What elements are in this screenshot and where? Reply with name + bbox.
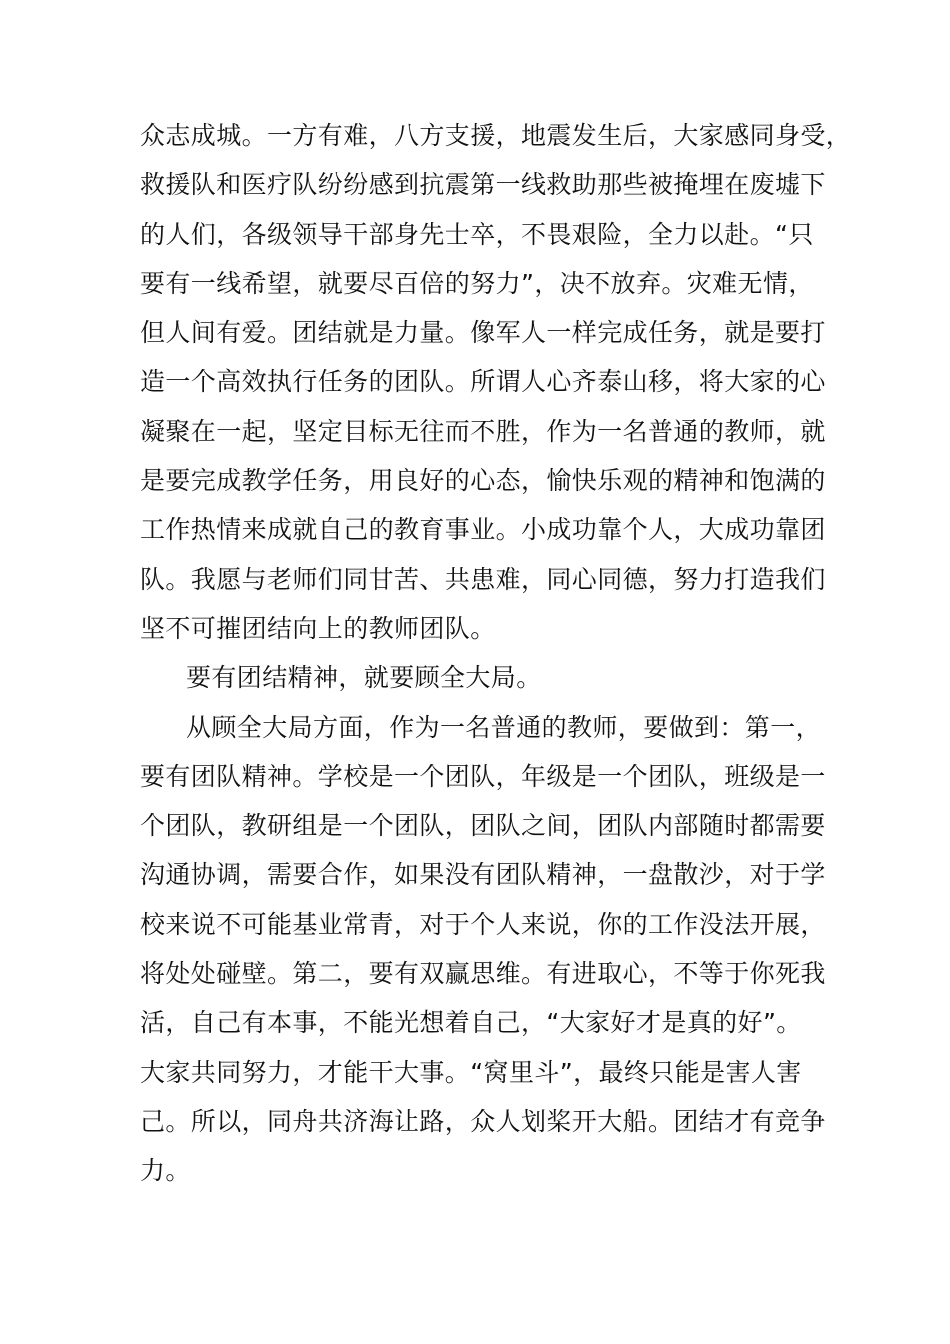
text-line: 造一个高效执行任务的团队。所谓人心齐泰山移，将大家的心 (140, 367, 826, 397)
body-text (140, 111, 852, 1196)
paragraph-first-line: 从顾全大局方面，作为一名普通的教师，要做到：第一， (186, 712, 822, 742)
text-line: 己。所以，同舟共济海让路，众人划桨开大船。团结才有竞争 (140, 1106, 826, 1136)
text-line: 沟通协调，需要合作，如果没有团队精神，一盘散沙，对于学 (140, 860, 826, 890)
paragraph-heading: 要有团结精神，就要顾全大局。 (186, 663, 542, 693)
text-line: 力。 (140, 1156, 191, 1186)
text-line: 要有一线希望，就要尽百倍的努力”，决不放弃。灾难无情， (140, 268, 814, 298)
text-line: 凝聚在一起，坚定目标无往而不胜，作为一名普通的教师，就 (140, 416, 826, 446)
text-line: 的人们，各级领导干部身先士卒，不畏艰险，全力以赴。“只 (140, 219, 814, 249)
text-line: 救援队和医疗队纷纷感到抗震第一线救助那些被掩埋在废墟下 (140, 170, 826, 200)
text-line: 工作热情来成就自己的教育事业。小成功靠个人，大成功靠团 (140, 515, 826, 545)
text-line: 校来说不可能基业常青，对于个人来说，你的工作没法开展， (140, 909, 826, 939)
text-line: 将处处碰壁。第二，要有双赢思维。有进取心，不等于你死我 (140, 959, 826, 989)
text-line: 个团队，教研组是一个团队，团队之间，团队内部随时都需要 (140, 811, 826, 841)
text-line: 要有团队精神。学校是一个团队，年级是一个团队，班级是一 (140, 761, 826, 791)
text-line: 大家共同努力，才能干大事。“窝里斗”，最终只能是害人害 (140, 1057, 802, 1087)
text-line: 但人间有爱。团结就是力量。像军人一样完成任务，就是要打 (140, 318, 826, 348)
text-line: 是要完成教学任务，用良好的心态，愉快乐观的精神和饱满的 (140, 466, 826, 496)
text-line: 坚不可摧团结向上的教师团队。 (140, 613, 496, 643)
text-line: 活，自己有本事，不能光想着自己，“大家好才是真的好”。 (140, 1008, 802, 1038)
text-line: 队。我愿与老师们同甘苦、共患难，同心同德，努力打造我们 (140, 564, 826, 594)
text-line: 众志成城。一方有难，八方支援，地震发生后，大家感同身受， (140, 121, 852, 150)
